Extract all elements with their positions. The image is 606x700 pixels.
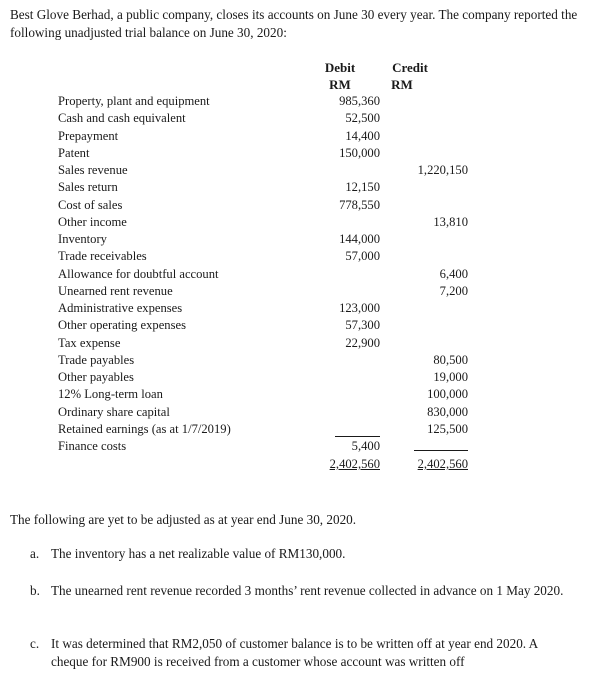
credit-header: Credit: [392, 60, 428, 75]
debit-header: Debit: [324, 60, 356, 75]
adjustment-text: The inventory has a net realizable value of RM130,000.: [51, 546, 346, 561]
table-row: [0, 197, 606, 214]
account-name: Inventory: [58, 232, 107, 246]
credit-amount: 100,000: [427, 387, 468, 402]
account-name: Prepayment: [58, 128, 119, 143]
credit-total: 2,402,560: [417, 457, 468, 471]
adjustments-intro: The following are yet to be adjusted as at year end June 30, 2020.: [10, 512, 357, 527]
account-name: Sales return: [58, 180, 118, 195]
table-row: [0, 300, 606, 317]
credit-amount: 7,200: [439, 283, 468, 298]
table-row: [0, 369, 606, 386]
table-row: [0, 335, 606, 352]
debit-unit: RM: [329, 77, 351, 92]
account-name: Allowance for doubtful account: [58, 266, 219, 281]
adjustment-label: a.: [30, 546, 40, 561]
account-name: Unearned rent revenue: [58, 283, 173, 298]
table-row: [0, 404, 606, 421]
account-name: Other operating expenses: [58, 318, 186, 333]
account-name: Cash and cash equivalent: [58, 111, 186, 126]
account-name: Patent: [58, 145, 90, 160]
debit-amount: 123,000: [339, 301, 380, 315]
credit-amount: 125,500: [427, 421, 468, 436]
table-row: [0, 145, 606, 162]
table-row: [0, 438, 606, 455]
debit-total: 2,402,560: [329, 457, 380, 471]
table-row: [0, 93, 606, 110]
debit-amount: 778,550: [339, 197, 380, 212]
adjustment-text: It was determined that RM2,050 of customer balance is to be written off at year end 2020. A cheque for RM900 is received from a customer whose account was written off: [51, 636, 538, 669]
table-row: [0, 352, 606, 369]
table-row: [0, 110, 606, 127]
debit-amount: 985,360: [339, 94, 380, 108]
credit-amount: 830,000: [427, 404, 468, 419]
table-row: [0, 421, 606, 438]
credit-amount: 80,500: [433, 352, 468, 367]
table-row: [0, 386, 606, 403]
debit-amount: 57,300: [345, 318, 380, 333]
credit-amount: 6,400: [439, 266, 468, 281]
table-row: [0, 283, 606, 300]
debit-amount: 52,500: [345, 111, 380, 126]
table-row: [0, 266, 606, 283]
table-row: [0, 231, 606, 248]
debit-amount: 144,000: [339, 232, 380, 246]
account-name: Property, plant and equipment: [58, 94, 210, 108]
credit-amount: 13,810: [433, 214, 468, 229]
credit-subtotal-line: [414, 450, 468, 451]
account-name: Retained earnings (as at 1/7/2019): [58, 421, 231, 436]
debit-amount: 5,400: [351, 439, 380, 453]
table-row: [0, 128, 606, 145]
account-name: Cost of sales: [58, 197, 123, 212]
credit-unit: RM: [391, 77, 413, 92]
adjustment-text: The unearned rent revenue recorded 3 months’ rent revenue collected in advance on 1 May 2020.: [51, 583, 564, 598]
adjustment-label: b.: [30, 583, 40, 598]
table-row: [0, 214, 606, 231]
account-name: Trade receivables: [58, 249, 147, 264]
totals-row: [0, 456, 606, 473]
account-name: Finance costs: [58, 439, 127, 453]
account-name: Other payables: [58, 370, 134, 384]
intro-paragraph: Best Glove Berhad, a public company, closes its accounts on June 30 every year. The company reported the following unadjusted trial balance on June 30, 2020:: [10, 7, 578, 40]
account-name: Ordinary share capital: [58, 404, 170, 419]
credit-amount: 1,220,150: [417, 163, 468, 177]
table-row: [0, 248, 606, 265]
credit-amount: 19,000: [433, 370, 468, 384]
debit-amount: 22,900: [345, 335, 380, 350]
account-name: Sales revenue: [58, 163, 128, 177]
account-name: Tax expense: [58, 335, 121, 350]
table-row: [0, 162, 606, 179]
debit-amount: 12,150: [345, 180, 380, 195]
debit-amount: 150,000: [339, 145, 380, 160]
adjustment-label: c.: [30, 636, 40, 651]
account-name: Trade payables: [58, 352, 135, 367]
table-row: [0, 179, 606, 196]
debit-subtotal-line: [335, 436, 380, 437]
account-name: 12% Long-term loan: [58, 387, 163, 402]
account-name: Other income: [58, 214, 127, 229]
debit-amount: 14,400: [345, 128, 380, 143]
table-row: [0, 317, 606, 334]
debit-amount: 57,000: [345, 249, 380, 264]
account-name: Administrative expenses: [58, 301, 183, 315]
